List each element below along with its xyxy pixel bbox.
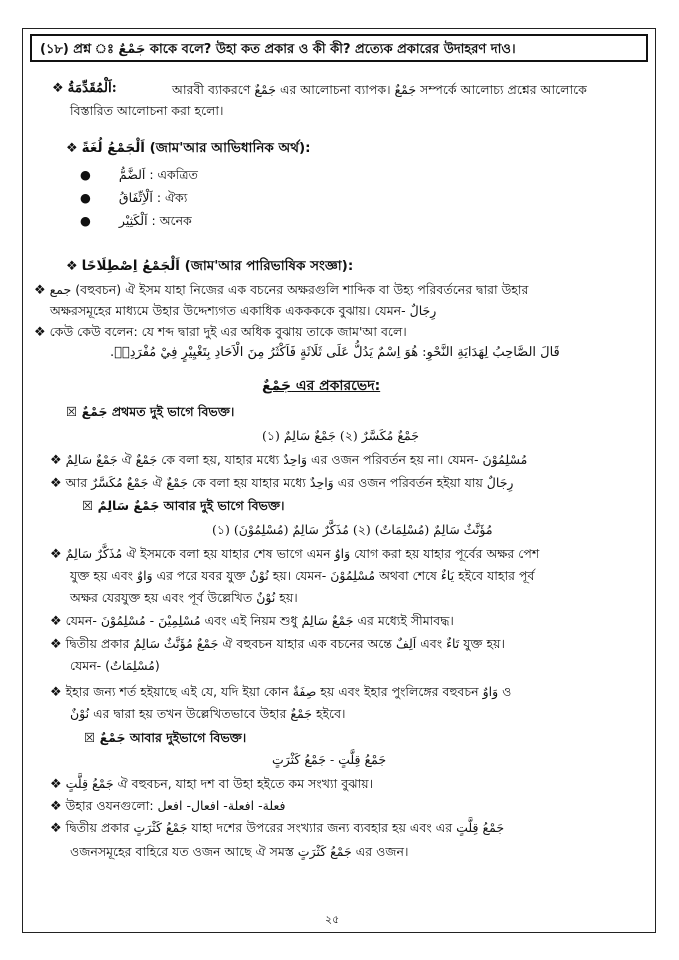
intro-line-2: বিস্তারিত আলোচনা করা হলো। (70, 103, 224, 118)
second-names: مُؤَنَّثٌ سَالِمٌ (مُسْلِمَاتٌ) (২) مُذَكَّرٌ سَالِمٌ (مُسْلِمُوْنَ) (১) (212, 522, 493, 537)
technical-line-2: অক্ষরসমূহের মাধ্যমে উহার উদ্দেশ্যগত একাধিক এককককে বুঝায়। যেমন- رِجَالٌ (50, 303, 437, 318)
diamond-bullet-icon: ❖ (50, 821, 62, 836)
diamond-bullet-icon: ❖ (50, 685, 62, 700)
qillat-def-text: جَمْعُ قِلَّتٍ ঐ বহুবচন, যাহা দশ বা উহা হইতে কম সংখ্যা বুঝায়। (65, 776, 374, 791)
intro-heading (52, 80, 117, 97)
third-names: جَمْعُ قِلَّتٍ - جَمْعُ كَثْرَتٍ (272, 752, 387, 767)
technical-heading-text: اَلْجَمْعُ اِصْطِلَاحًا (জাম'আর পারিভাষিক সংজ্ঞা): (81, 258, 354, 274)
diamond-bullet-icon: ❖ (66, 141, 78, 156)
wazn-line-text: উহার ওযনগুলো: فعلة- افعلة- افعال- افعل (65, 798, 286, 813)
technical-line-1-text: جمع (বহুবচন) ঐ ইসম যাহা নিজের এক বচনের অক্ষরগুলি শাব্দিক বা উহ্য পরিবর্তনের দ্বারা উহার (49, 282, 529, 297)
diamond-bullet-icon: ❖ (52, 81, 64, 96)
lexical-item-text: اَلضَّمُّ : একত্রিত (118, 167, 198, 182)
question-box (30, 34, 648, 62)
diamond-bullet-icon: ❖ (34, 283, 46, 298)
muzakkar-line-3: অক্ষর যেরযুক্ত হয় এবং পূর্ব উল্লেখিত نُوْنٌ হয়। (70, 590, 298, 605)
third-division: ☒ جَمْعٌ আবার দুইভাগে বিভক্ত। (84, 730, 247, 745)
types-title: جَمْعٌ এর প্রকারভেদ: (262, 378, 381, 394)
salim-def (50, 452, 527, 469)
muzakkar-line-2: যুক্ত হয় এবং وَاوٌ এর পরে যবর যুক্ত نُوْنٌ হয়। যেমন- مُسْلِمُوْنَ অথবা শেষে يَاءٌ হইবে যাহার পূর্ব (70, 568, 535, 583)
diamond-bullet-icon: ❖ (50, 777, 62, 792)
lexical-item-1 (80, 167, 198, 183)
qillat-def (50, 776, 373, 793)
technical-line-3 (34, 324, 407, 341)
wazn-line (50, 798, 285, 815)
lexical-item-text: اَلْاِتِّفَاقُ : ঐক্য (118, 190, 188, 205)
kasrat-line-1 (50, 820, 504, 837)
diamond-bullet-icon: ❖ (50, 614, 62, 629)
mukassar-def (50, 475, 513, 492)
diamond-bullet-icon: ❖ (50, 799, 62, 814)
diamond-bullet-icon: ❖ (50, 453, 62, 468)
intro-heading-text: اَلْمُقَدِّمَةُ: (67, 80, 117, 96)
page-number: ২৫ (325, 913, 340, 926)
diamond-bullet-icon: ❖ (50, 547, 62, 562)
diamond-bullet-icon: ❖ (66, 259, 78, 274)
lexical-heading (66, 140, 311, 157)
muannas-line-2: যেমন- (مُسْلِمَاتٌ) (70, 658, 160, 673)
technical-line-3-text: কেউ কেউ বলেন: যে শব্দ দ্বারা দুই এর অধিক বুঝায় তাকে জাম'আ বলে। (49, 324, 407, 339)
condition-line-1 (50, 684, 511, 701)
lexical-item-2 (80, 190, 187, 206)
diamond-bullet-icon: ❖ (50, 476, 62, 491)
first-names: جَمْعٌ مُكَسَّرٌ (২) جَمْعٌ سَالِمٌ (১) (262, 428, 419, 443)
muzakkar-line-1 (50, 546, 539, 563)
bullet-icon: ● (80, 213, 91, 228)
technical-line-1 (34, 282, 528, 299)
question-text: (১৮) প্রশ্ন ঃ جَمْعٌ কাকে বলে? উহা কত প্রকার ও কী কী? প্রত্যেক প্রকারের উদাহরণ দাও। (40, 42, 516, 57)
bullet-icon: ● (80, 167, 91, 182)
second-division: ☒ جَمْعٌ سَالِمٌ আবার দুই ভাগে বিভক্ত। (82, 498, 285, 513)
condition-line-1-text: ইহার জন্য শর্ত হইয়াছে এই যে, যদি ইয়া কোন صِفَةٌ হয় এবং ইহার পুংলিঙ্গের বহুবচন وَاوٌ ও (65, 684, 512, 699)
arabic-quote: قَالَ الصَّاحِبُ لِهَدَايَةِ النَّحْوِ: هُوَ اِسْمٌ يَدُلُّ عَلَى ثَلَاثَةٍ فَاَكْثَرُ مِنَ الْاَحَادِ بِتَغْيِيْرٍ فِيْ مُفْرَدِهٖ. (110, 345, 560, 360)
diamond-bullet-icon: ❖ (50, 637, 62, 652)
lexical-item-text: اَلْكَثِيْر : অনেক (118, 213, 192, 228)
lexical-item-3 (80, 213, 192, 229)
salim-def-text: جَمْعٌ سَالِمٌ ঐ جَمْعٌ কে বলা হয়, যাহার মধ্যে وَاحِدٌ এর ওজন পরিবর্তন হয় না। যেমন- مُسْلِمُوْنَ (65, 452, 528, 467)
examples-line-text: যেমন- مُسْلِمِيْنَ - مُسْلِمُوْنَ এবং এই নিয়ম শুধু جَمْعٌ سَالِمٌ এর মধ্যেই সীমাবদ্ধ। (65, 613, 454, 628)
condition-line-2: نُوْنٌ এর দ্বারা হয় তখন উল্লেখিতভাবে উহার جَمْعٌ হইবে। (70, 706, 346, 721)
bullet-icon: ● (80, 190, 91, 205)
mukassar-def-text: আর جَمْعٌ مُكَسَّرٌ ঐ جَمْعٌ কে বলা হয় যাহার মধ্যে وَاحِدٌ এর ওজন পরিবর্তন হইয়া যায় رِجَالٌ (65, 475, 514, 490)
diamond-bullet-icon: ❖ (34, 325, 46, 340)
muannas-line-1 (50, 636, 505, 653)
muannas-line-1-text: দ্বিতীয় প্রকার جَمْعٌ مُؤَنَّثٌ سَالِمٌ ঐ বহুবচন যাহার এক বচনের অন্তে اَلِفٌ এবং تَاءٌ যুক্ত হয়। (65, 636, 505, 651)
kasrat-line-1-text: দ্বিতীয় প্রকার جَمْعُ كَثْرَتٍ যাহা দশের উপরের সংখ্যার জন্য ব্যবহার হয় এবং এর جَمْعُ قِلَّتٍ (65, 820, 505, 835)
examples-line (50, 613, 454, 630)
muzakkar-line-1-text: مُذَكَّرٌ سَالِمٌ ঐ ইসমকে বলা হয় যাহার শেষ ভাগে এমন وَاوٌ যোগ করা হয় যাহার পূর্বের অক্ষর পেশ (65, 546, 540, 561)
intro-line-1: আরবী ব্যাকরণে جَمْعٌ এর আলোচনা ব্যাপক। جَمْعٌ সম্পর্কে আলোচ্য প্রশ্নের আলোকে (172, 82, 587, 97)
technical-heading (66, 258, 353, 275)
kasrat-line-2: ওজনসমূহের বাহিরে যত ওজন আছে ঐ সমস্ত جَمْعُ كَثْرَتٍ এর ওজন। (70, 844, 409, 859)
first-division: ☒ جَمْعٌ প্রথমত দুই ভাগে বিভক্ত। (66, 404, 235, 419)
lexical-heading-text: اَلْجَمْعُ لُغَةً (জাম'আর আভিধানিক অর্থ): (81, 140, 311, 156)
